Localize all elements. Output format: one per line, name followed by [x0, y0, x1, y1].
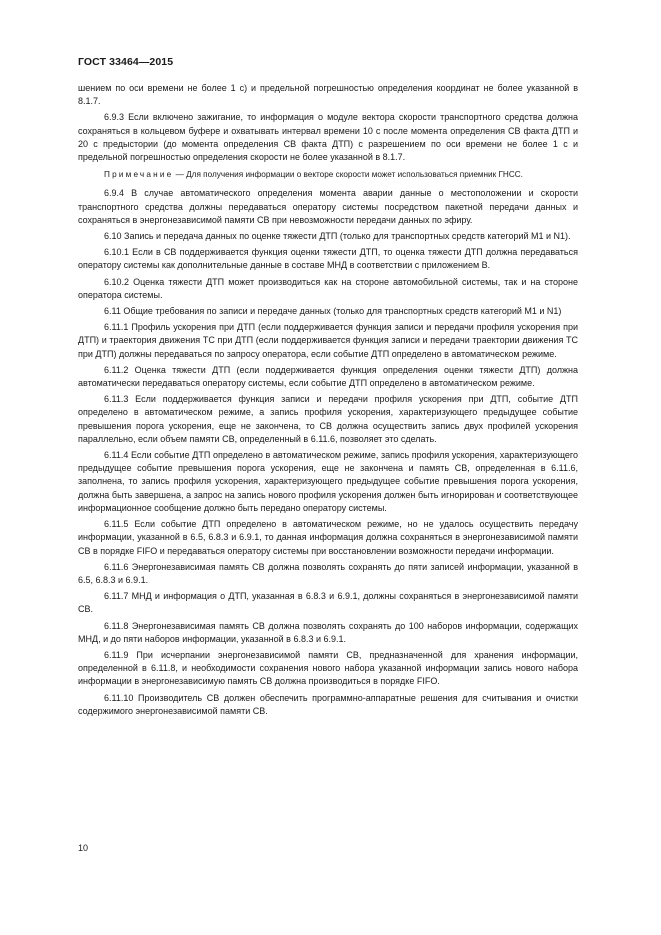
paragraph: 6.11.1 Профиль ускорения при ДТП (если поддерживается функция записи и передачи профиля ускорения при ДТП) и траектория движения ТС при ДТП (если поддерживается функция записи и передачи траектории движения ТС при ДТП) должны передаваться по запросу оператора, если событие ДТП определено в автоматическом режиме. — [78, 322, 578, 359]
paragraph: шением по оси времени не более 1 с) и предельной погрешностью определения координат не более указанной в 8.1.7. — [78, 83, 578, 107]
paragraph: 6.11.5 Если событие ДТП определено в автоматическом режиме, но не удалось осуществить передачу информации, указанной в 6.5, 6.8.3 и 6.9.1, то данная информация должна сохраняться в энергонезависимой памяти СВ в порядке FIFO и передаваться оператору системы при восстановлении возможности передачи информации. — [78, 519, 578, 556]
document-body — [78, 82, 578, 718]
paragraph: 6.11.7 МНД и информация о ДТП, указанная в 6.8.3 и 6.9.1, должны сохраняться в энергонезависимой памяти СВ. — [78, 591, 578, 615]
document-page — [78, 56, 578, 721]
note-label: Примечание — [104, 170, 174, 180]
section-heading: 6.10 Запись и передача данных по оценке тяжести ДТП (только для транспортных средств категорий М1 и N1). — [104, 231, 571, 242]
paragraph: 6.11.2 Оценка тяжести ДТП (если поддерживается функция определения оценки тяжести ДТП) должна автоматически передаваться оператору системы, если событие ДТП определено в автоматическом режиме. — [78, 364, 578, 389]
paragraph: 6.11.8 Энергонезависимая память СВ должна позволять сохранять до 100 наборов информации, содержащих МНД, и до пяти наборов информации, указанной в 6.8.3 и 6.9.1. — [78, 620, 578, 644]
note-text: — Для получения информации о векторе скорости может использоваться приемник ГНСС. — [173, 170, 523, 180]
paragraph: 6.9.3 Если включено зажигание, то информация о модуле вектора скорости транспортного средства должна сохраняться в кольцевом буфере и охватывать интервал времени 10 с после момента определения СВ факта ДТП и 20 с предыстории (до момента определения СВ факта ДТП) с разрешением по оси времени не более 1 с и предельной погрешностью определения скорости не более указанной в 8.1.7. — [78, 112, 578, 163]
paragraph: 6.9.4 В случае автоматического определения момента аварии данные о местоположении и скорости транспортного средства должны передаваться оператору системы посредством пакетной передачи данных и сохраняться в энергонезависимой памяти СВ при невозможности передачи данных по эфиру. — [78, 188, 578, 225]
paragraph: 6.11.6 Энергонезависимая память СВ должна позволять сохранять до пяти записей информации, указанной в 6.5, 6.8.3 и 6.9.1. — [78, 561, 578, 585]
paragraph: 6.11.3 Если поддерживается функция записи и передачи профиля ускорения при ДТП, событие ДТП определено в автоматическом режиме, а запись профиля ускорения, характеризующего предыдущее событие превышения порога ускорения, еще не закончена, то СВ должна осуществить запись двух профилей ускорения параллельно, если объем памяти СВ, определенный в 6.11.6, позволяет это сделать. — [78, 394, 578, 444]
section-heading: 6.11 Общие требования по записи и передаче данных (только для транспортных средств категорий М1 и N1) — [104, 306, 562, 317]
page-number: 10 — [78, 843, 89, 853]
standard-header: ГОСТ 33464—2015 — [78, 56, 174, 68]
paragraph: 6.11.10 Производитель СВ должен обеспечить программно-аппаратные решения для считывания и очистки содержимого энергонезависимой памяти СВ. — [78, 692, 578, 716]
note — [78, 168, 578, 181]
paragraph: 6.10.2 Оценка тяжести ДТП может производиться как на стороне автомобильной системы, так и на стороне оператора системы. — [78, 276, 578, 300]
paragraph: 6.11.4 Если событие ДТП определено в автоматическом режиме, запись профиля ускорения, характеризующего предыдущее событие превышения порога ускорения, еще не закончена и память СВ, определенная в 6.11.6, заполнена, то запись профиля ускорения, характеризующего предыдущее событие превышения порога ускорения, должна быть завершена, а запрос на запись нового профиля ускорения должен быть игнорирован и соответствующее информационное сообщение должно быть передано оператору системы. — [78, 450, 578, 513]
paragraph: 6.10.1 Если в СВ поддерживается функция оценки тяжести ДТП, то оценка тяжести ДТП должна передаваться оператору системы как дополнительные данные в составе МНД в соответствии с приложением В. — [78, 247, 578, 271]
paragraph: 6.11.9 При исчерпании энергонезависимой памяти СВ, предназначенной для хранения информации, определенной в 6.11.8, и необходимости сохранения нового набора указанной информации запись нового набора информации в энергонезависимую память СВ должна производиться в порядке FIFO. — [78, 649, 578, 687]
